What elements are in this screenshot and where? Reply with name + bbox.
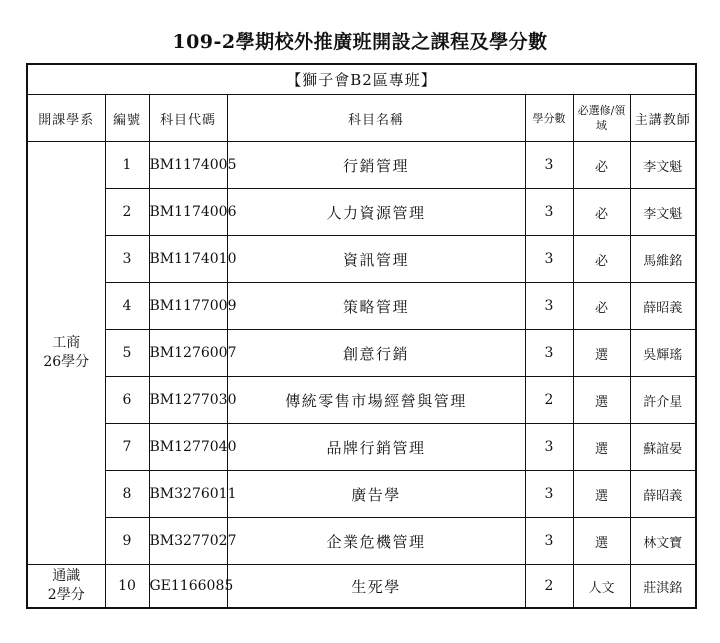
course-credits: 3 bbox=[525, 424, 573, 471]
course-name: 生死學 bbox=[227, 565, 525, 609]
course-teacher: 莊淇銘 bbox=[630, 565, 696, 609]
header-credits: 學分數 bbox=[525, 95, 573, 142]
course-no: 3 bbox=[105, 236, 149, 283]
course-table bbox=[26, 63, 697, 609]
course-name: 傳統零售市場經營與管理 bbox=[227, 377, 525, 424]
course-teacher: 李文魁 bbox=[630, 189, 696, 236]
course-type: 選 bbox=[573, 471, 630, 518]
course-code: BM1277030 bbox=[149, 377, 227, 424]
header-name: 科目名稱 bbox=[227, 95, 525, 142]
course-no: 9 bbox=[105, 518, 149, 565]
course-no: 2 bbox=[105, 189, 149, 236]
dept-cell-business bbox=[27, 142, 105, 565]
header-type: 必選修/領域 bbox=[573, 95, 630, 142]
dept-name: 通識 bbox=[52, 568, 81, 584]
table-row bbox=[27, 142, 696, 189]
header-teacher: 主講教師 bbox=[630, 95, 696, 142]
course-type: 人文 bbox=[573, 565, 630, 609]
course-teacher: 林文寶 bbox=[630, 518, 696, 565]
course-no: 10 bbox=[105, 565, 149, 609]
course-code: BM3276011 bbox=[149, 471, 227, 518]
course-teacher: 薛昭義 bbox=[630, 471, 696, 518]
header-code: 科目代碼 bbox=[149, 95, 227, 142]
course-no: 8 bbox=[105, 471, 149, 518]
course-teacher: 薛昭義 bbox=[630, 283, 696, 330]
course-code: BM1174005 bbox=[149, 142, 227, 189]
table-row bbox=[27, 377, 696, 424]
course-type: 選 bbox=[573, 518, 630, 565]
dept-cell-general bbox=[27, 565, 105, 609]
course-no: 4 bbox=[105, 283, 149, 330]
dept-credits: 2學分 bbox=[47, 587, 85, 603]
course-name: 策略管理 bbox=[227, 283, 525, 330]
dept-credits: 26學分 bbox=[43, 354, 90, 370]
course-credits: 2 bbox=[525, 565, 573, 609]
course-credits: 3 bbox=[525, 518, 573, 565]
course-type: 必 bbox=[573, 142, 630, 189]
course-type: 必 bbox=[573, 189, 630, 236]
banner-row bbox=[27, 64, 696, 95]
dept-name: 工商 bbox=[52, 335, 81, 351]
header-row bbox=[27, 95, 696, 142]
course-code: BM1177009 bbox=[149, 283, 227, 330]
course-code: BM1174010 bbox=[149, 236, 227, 283]
table-row bbox=[27, 236, 696, 283]
course-teacher: 蘇誼晏 bbox=[630, 424, 696, 471]
table-row bbox=[27, 330, 696, 377]
course-teacher: 李文魁 bbox=[630, 142, 696, 189]
course-type: 必 bbox=[573, 236, 630, 283]
class-banner: 【獅子會B2區專班】 bbox=[27, 64, 696, 95]
course-credits: 3 bbox=[525, 142, 573, 189]
header-no: 編號 bbox=[105, 95, 149, 142]
course-code: BM1277040 bbox=[149, 424, 227, 471]
course-name: 品牌行銷管理 bbox=[227, 424, 525, 471]
course-code: BM1276007 bbox=[149, 330, 227, 377]
course-no: 6 bbox=[105, 377, 149, 424]
course-code: BM3277027 bbox=[149, 518, 227, 565]
course-teacher: 許介星 bbox=[630, 377, 696, 424]
course-name: 資訊管理 bbox=[227, 236, 525, 283]
course-credits: 3 bbox=[525, 283, 573, 330]
course-credits: 3 bbox=[525, 236, 573, 283]
course-type: 選 bbox=[573, 424, 630, 471]
header-dept: 開課學系 bbox=[27, 95, 105, 142]
table-row bbox=[27, 471, 696, 518]
course-name: 企業危機管理 bbox=[227, 518, 525, 565]
table-row bbox=[27, 518, 696, 565]
table-row bbox=[27, 565, 696, 609]
course-code: BM1174006 bbox=[149, 189, 227, 236]
course-credits: 3 bbox=[525, 189, 573, 236]
course-credits: 3 bbox=[525, 330, 573, 377]
course-teacher: 吳輝瑤 bbox=[630, 330, 696, 377]
course-name: 創意行銷 bbox=[227, 330, 525, 377]
course-credits: 2 bbox=[525, 377, 573, 424]
course-type: 選 bbox=[573, 377, 630, 424]
course-name: 廣告學 bbox=[227, 471, 525, 518]
course-no: 5 bbox=[105, 330, 149, 377]
course-type: 必 bbox=[573, 283, 630, 330]
course-type: 選 bbox=[573, 330, 630, 377]
course-credits: 3 bbox=[525, 471, 573, 518]
table-row bbox=[27, 283, 696, 330]
course-no: 1 bbox=[105, 142, 149, 189]
course-code: GE1166085 bbox=[149, 565, 227, 609]
course-name: 行銷管理 bbox=[227, 142, 525, 189]
course-teacher: 馬維銘 bbox=[630, 236, 696, 283]
table-row bbox=[27, 189, 696, 236]
table-row bbox=[27, 424, 696, 471]
course-no: 7 bbox=[105, 424, 149, 471]
course-name: 人力資源管理 bbox=[227, 189, 525, 236]
document-title: 109-2學期校外推廣班開設之課程及學分數 bbox=[172, 31, 548, 53]
